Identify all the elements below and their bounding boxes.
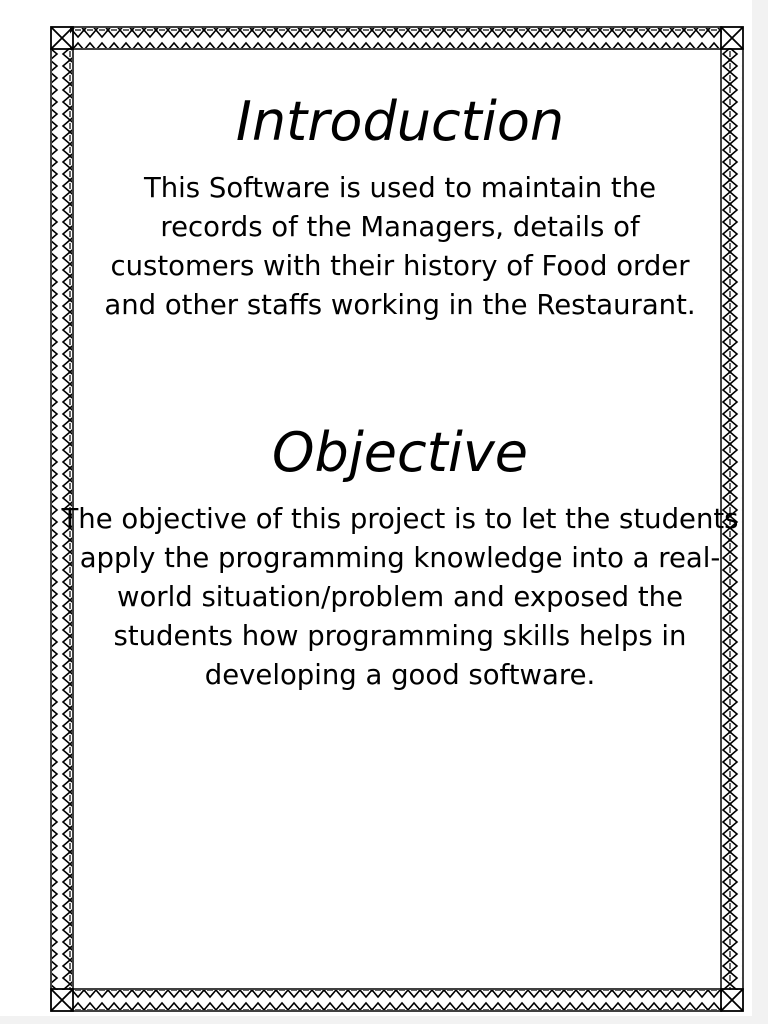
introduction-heading: Introduction [235, 90, 565, 153]
objective-paragraph: The objective of this project is to let the students apply the programming knowledge into a real-world situation/problem and exposed the students how programming skills helps in developing a good software. [61, 502, 739, 691]
introduction-paragraph: This Software is used to maintain the records of the Managers, details of customers with their history of Food order and other staffs working in the Restaurant. [104, 171, 696, 321]
document-content [61, 90, 739, 695]
objective-heading: Objective [271, 420, 529, 484]
